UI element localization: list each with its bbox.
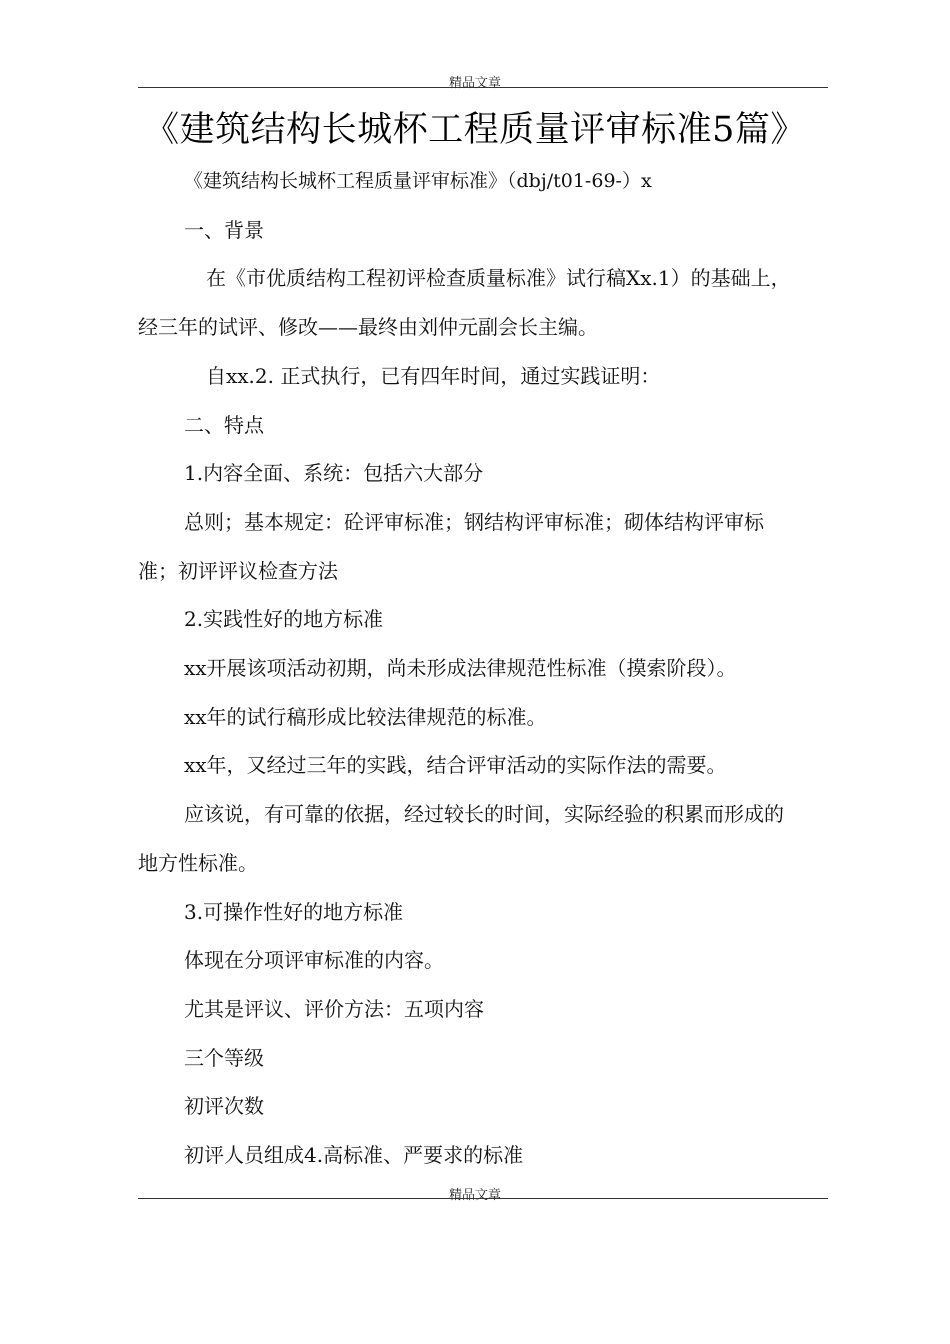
- paragraph: 三个等级: [184, 1045, 264, 1070]
- paragraph: 总则；基本规定：砼评审标准；钢结构评审标准；砌体结构评审标: [184, 509, 764, 534]
- paragraph: xx年的试行稿形成比较法律规范的标准。: [184, 704, 547, 729]
- page-footer-label: 精品文章: [448, 1188, 501, 1203]
- paragraph: 地方性标准。: [138, 850, 258, 875]
- footer-divider: [138, 1198, 828, 1199]
- section-heading-features: 二、特点: [184, 412, 264, 437]
- paragraph: 体现在分项评审标准的内容。: [184, 948, 444, 973]
- list-item: 2.实践性好的地方标准: [184, 607, 384, 632]
- section-heading-background: 一、背景: [184, 217, 264, 242]
- page-header-label: 精品文章: [448, 76, 501, 91]
- header-divider: [138, 87, 828, 88]
- paragraph: 准；初评评议检查方法: [138, 558, 338, 583]
- paragraph: 应该说，有可靠的依据，经过较长的时间，实际经验的积累而形成的: [184, 802, 784, 827]
- paragraph: 在《市优质结构工程初评检查质量标准》试行稿Xx.1）的基础上，: [206, 266, 791, 291]
- paragraph: xx年，又经过三年的实践，结合评审活动的实际作法的需要。: [184, 753, 727, 778]
- paragraph: 自xx.2. 正式执行，已有四年时间，通过实践证明：: [206, 363, 661, 388]
- paragraph: 初评人员组成4.高标准、严要求的标准: [184, 1143, 524, 1168]
- document-title: 《建筑结构长城杯工程质量评审标准5篇》: [144, 110, 806, 150]
- document-subtitle: 《建筑结构长城杯工程质量评审标准》（dbj/t01-69-）x: [184, 170, 652, 192]
- list-item: 1.内容全面、系统：包括六大部分: [184, 461, 484, 486]
- list-item: 3.可操作性好的地方标准: [184, 899, 404, 924]
- paragraph: 经三年的试评、修改——最终由刘仲元副会长主编。: [138, 315, 598, 340]
- document-body: [138, 157, 828, 1180]
- paragraph: 初评次数: [184, 1094, 264, 1119]
- paragraph: 尤其是评议、评价方法：五项内容: [184, 996, 484, 1021]
- paragraph: xx开展该项活动初期，尚未形成法律规范性标准（摸索阶段）。: [184, 656, 737, 681]
